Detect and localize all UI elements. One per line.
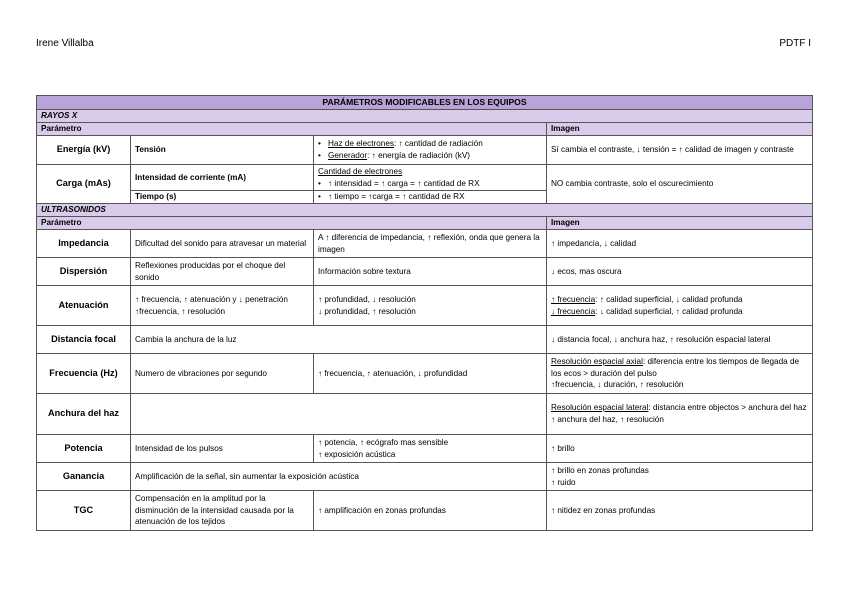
table-title-row — [37, 96, 813, 110]
table-title: PARÁMETROS MODIFICABLES EN LOS EQUIPOS — [37, 96, 813, 110]
table-row — [37, 286, 813, 326]
frecuencia-imagen: Resolución espacial axial: diferencia entre los tiempos de llegada de los ecos > duración del pulso ↑frecuencia, ↓ duración, ↑ resolución — [547, 354, 813, 394]
list-item: • ↑ tiempo = ↑carga = ↑ cantidad de RX — [318, 191, 542, 203]
column-header-parametro: Parámetro — [37, 123, 547, 136]
param-tgc: TGC — [37, 491, 131, 531]
carga-effect — [314, 165, 547, 191]
energia-effect — [314, 136, 547, 165]
atenuacion-imagen: ↑ frecuencia: ↑ calidad superficial, ↓ calidad profunda ↓ frecuencia: ↓ calidad superficial, ↑ calidad profunda — [547, 286, 813, 326]
dispersion-def: Reflexiones producidas por el choque del sonido — [131, 258, 314, 286]
param-potencia: Potencia — [37, 435, 131, 463]
table-row — [37, 491, 813, 531]
table-row — [37, 326, 813, 354]
section-rayos-x: RAYOS X — [37, 110, 813, 123]
atenuacion-effect: ↑ profundidad, ↓ resolución ↓ profundidad, ↑ resolución — [314, 286, 547, 326]
sub-tiempo: Tiempo (s) — [131, 191, 314, 204]
sub-intensidad: Intensidad de corriente (mA) — [131, 165, 314, 191]
potencia-def: Intensidad de los pulsos — [131, 435, 314, 463]
param-energia: Energía (kV) — [37, 136, 131, 165]
column-header-row — [37, 217, 813, 230]
table-row — [37, 258, 813, 286]
frecuencia-effect: ↑ frecuencia, ↑ atenuación, ↓ profundidad — [314, 354, 547, 394]
param-atenuacion: Atenuación — [37, 286, 131, 326]
param-distancia-focal: Distancia focal — [37, 326, 131, 354]
parameters-table — [36, 95, 813, 531]
sub-tension: Tensión — [131, 136, 314, 165]
section-row-rayos — [37, 110, 813, 123]
table-row — [37, 230, 813, 258]
anchura-imagen: Resolución espacial lateral: distancia entre objectos > anchura del haz ↑ anchura del haz, ↑ resolución — [547, 394, 813, 435]
table-row — [37, 435, 813, 463]
dispersion-effect: Información sobre textura — [314, 258, 547, 286]
potencia-imagen: ↑ brillo — [547, 435, 813, 463]
document-code: PDTF I — [779, 38, 811, 49]
atenuacion-def: ↑ frecuencia, ↑ atenuación y ↓ penetración ↑frecuencia, ↑ resolución — [131, 286, 314, 326]
tgc-effect: ↑ amplificación en zonas profundas — [314, 491, 547, 531]
anchura-def — [131, 394, 547, 435]
table-row — [37, 165, 813, 191]
list-item: • Generador: ↑ energía de radiación (kV) — [318, 150, 542, 162]
param-frecuencia: Frecuencia (Hz) — [37, 354, 131, 394]
energia-imagen: Sí cambia el contraste, ↓ tensión = ↑ calidad de imagen y contraste — [547, 136, 813, 165]
impedancia-imagen: ↑ impedancia, ↓ calidad — [547, 230, 813, 258]
focal-imagen: ↓ distancia focal, ↓ anchura haz, ↑ resolución espacial lateral — [547, 326, 813, 354]
frecuencia-def: Numero de vibraciones por segundo — [131, 354, 314, 394]
ganancia-def: Amplificación de la señal, sin aumentar la exposición acústica — [131, 463, 547, 491]
column-header-imagen: Imagen — [547, 217, 813, 230]
potencia-effect: ↑ potencia, ↑ ecógrafo mas sensible ↑ exposición acústica — [314, 435, 547, 463]
table-row — [37, 463, 813, 491]
focal-def: Cambia la anchura de la luz — [131, 326, 547, 354]
list-item: • Haz de electrones: ↑ cantidad de radiación — [318, 138, 542, 150]
tgc-def: Compensación en la amplitud por la disminución de la intensidad causada por la atenuación de los tejidos — [131, 491, 314, 531]
param-impedancia: Impedancia — [37, 230, 131, 258]
section-ultrasonidos: ULTRASONIDOS — [37, 204, 813, 217]
tiempo-effect — [314, 191, 547, 204]
table-row — [37, 136, 813, 165]
impedancia-def: Dificultad del sonido para atravesar un material — [131, 230, 314, 258]
param-anchura-haz: Anchura del haz — [37, 394, 131, 435]
table-row — [37, 354, 813, 394]
column-header-row — [37, 123, 813, 136]
section-row-ultra — [37, 204, 813, 217]
carga-imagen: NO cambia contraste, solo el oscurecimiento — [547, 165, 813, 204]
author-name: Irene Villalba — [36, 38, 94, 49]
table-row — [37, 394, 813, 435]
dispersion-imagen: ↓ ecos, mas oscura — [547, 258, 813, 286]
param-dispersion: Dispersión — [37, 258, 131, 286]
ganancia-imagen: ↑ brillo en zonas profundas ↑ ruido — [547, 463, 813, 491]
param-carga: Carga (mAs) — [37, 165, 131, 204]
list-item: • ↑ intensidad = ↑ carga = ↑ cantidad de RX — [318, 178, 542, 190]
impedancia-effect: A ↑ diferencia de impedancia, ↑ reflexión, onda que genera la imagen — [314, 230, 547, 258]
tgc-imagen: ↑ nitidez en zonas profundas — [547, 491, 813, 531]
column-header-imagen: Imagen — [547, 123, 813, 136]
effect-heading: Cantidad de electrones — [318, 166, 403, 176]
param-ganancia: Ganancia — [37, 463, 131, 491]
column-header-parametro: Parámetro — [37, 217, 547, 230]
